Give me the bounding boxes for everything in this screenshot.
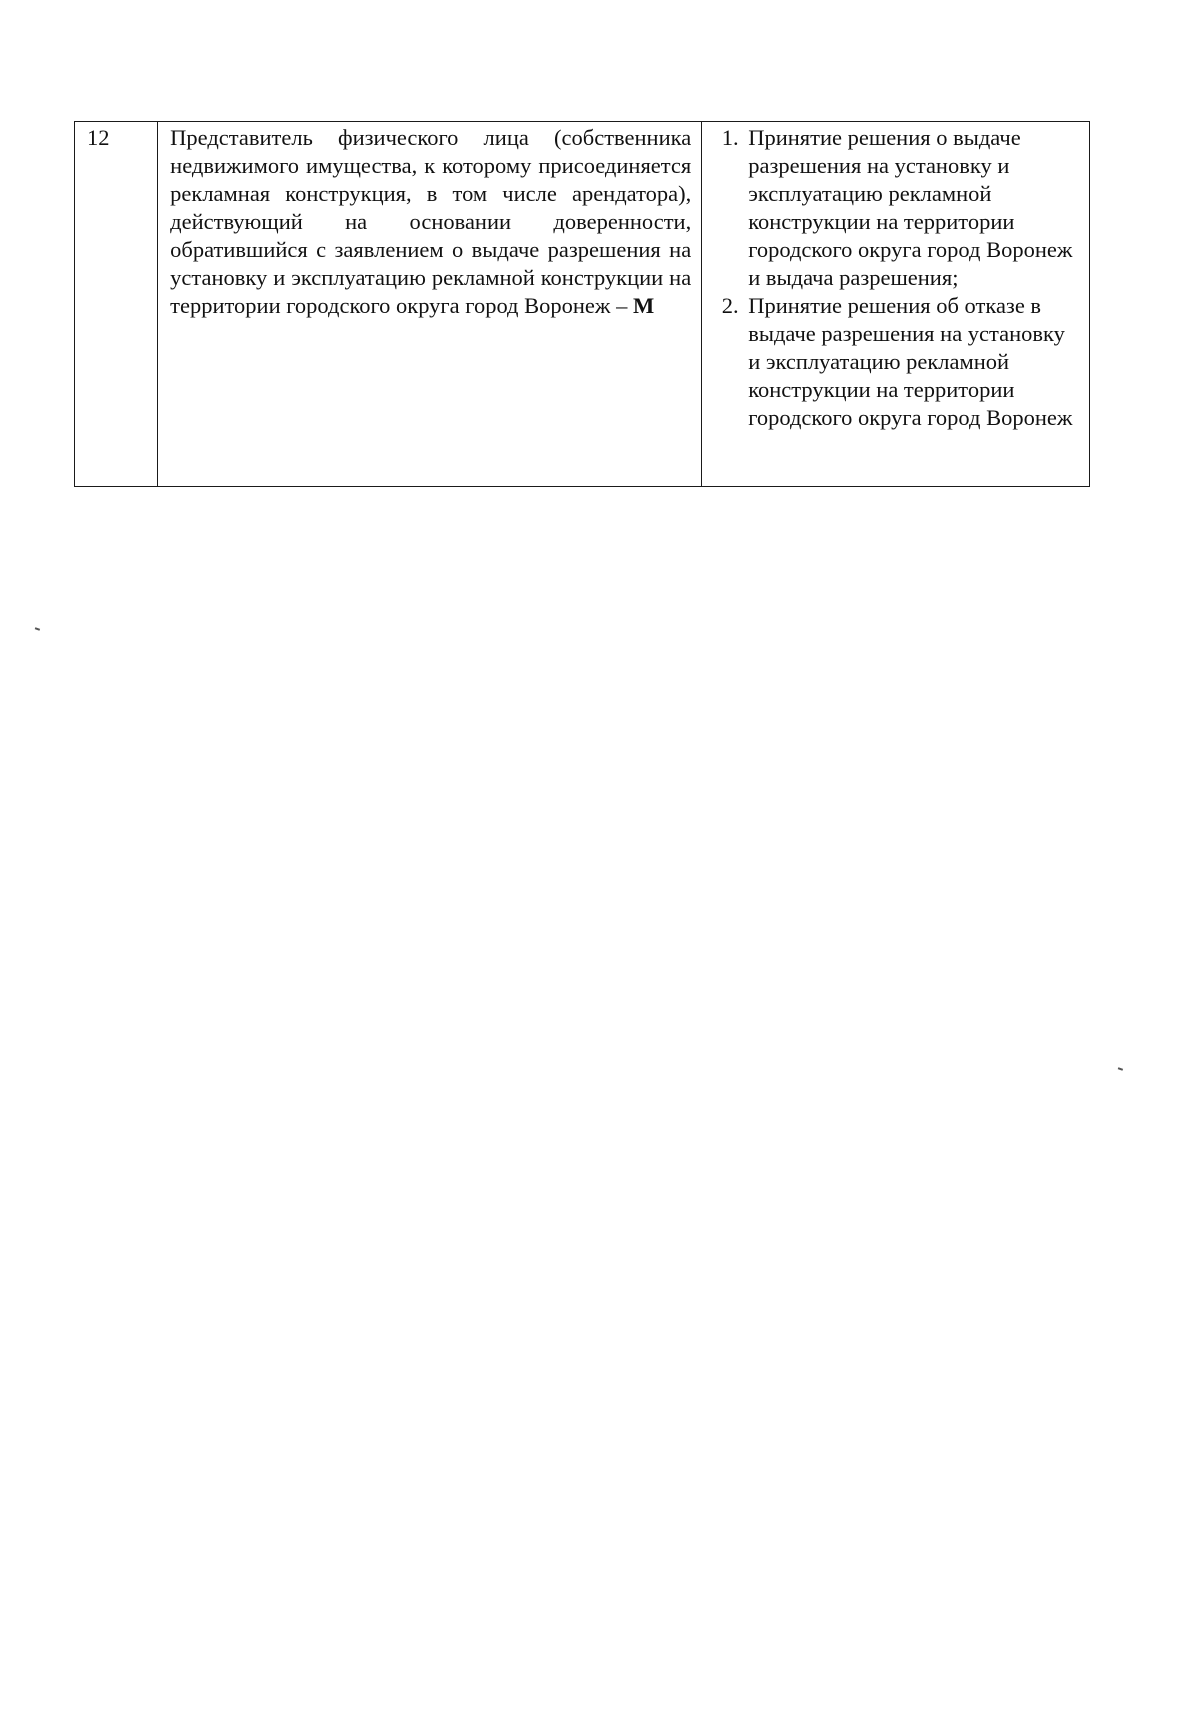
applicant-description-cell <box>158 122 702 487</box>
table-row <box>75 122 1090 487</box>
applicant-description: Представитель физического лица (собственника недвижимого имущества, к которому присоединяется рекламная конструкция, в том числе арендатора), действующий на основании доверенности, обратившийся с заявлением о выдаче разрешения на установку и эксплуатацию рекламной конструкции на территории городского округа город Воронеж – <box>170 125 692 318</box>
row-number: 12 <box>87 125 110 150</box>
result-cell <box>702 122 1090 487</box>
result-item-1: 1. Принятие решения о выдаче разрешения на установку и эксплуатацию рекламной конструкции на территории городского округа город Воронеж и выдача разрешения; <box>744 124 1079 292</box>
result-item-2: 2. Принятие решения об отказе в выдаче разрешения на установку и эксплуатацию рекламной конструкции на территории городского округа город Воронеж <box>744 292 1079 432</box>
scan-speck <box>35 627 40 630</box>
row-number-cell <box>75 122 158 487</box>
scan-speck <box>1118 1067 1123 1070</box>
category-code: М <box>632 293 655 318</box>
result-list <box>714 124 1079 432</box>
services-table <box>74 121 1090 487</box>
